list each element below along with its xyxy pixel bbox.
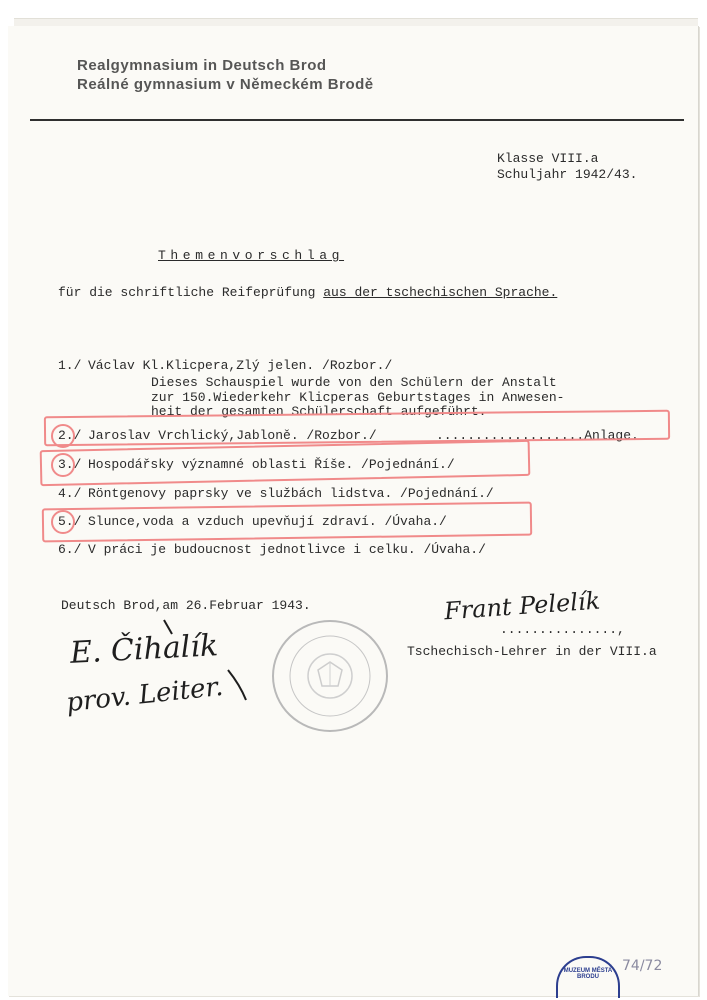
topic-number-6: 6./ [58,542,82,557]
document-subtitle [58,285,557,300]
school-seal [272,620,388,732]
subtitle-underlined: aus der tschechischen Sprache. [323,285,558,300]
letterhead-line-german: Realgymnasium in Deutsch Brod [77,57,327,74]
subtitle-prefix: für die schriftliche Reifeprüfung [58,285,324,300]
topic-text-4: Röntgenovy paprsky ve službách lidstva. /Pojednání./ [88,486,494,501]
letterhead-line-czech: Reálné gymnasium v Německém Brodě [77,76,374,93]
document-title: Themenvorschlag [158,248,345,263]
teacher-role: Tschechisch-Lehrer in der VIII.a [407,644,657,659]
topic-text-5: Slunce,voda a vzduch upevňují zdraví. /Úvaha./ [88,514,447,529]
director-signature: E. Čihalík [69,628,219,671]
topic-text-6: V práci je budoucnost jednotlivce i celku. /Úvaha./ [88,542,486,557]
red-highlight-box-topic-5 [42,502,532,543]
topic-number-4: 4./ [58,486,82,501]
topic-2-annex-note: ...................Anlage. [436,428,639,443]
red-circle-number-5 [51,510,75,534]
topic1-note-line-1: Dieses Schauspiel wurde von den Schülern der Anstalt [151,375,557,390]
place-and-date: Deutsch Brod,am 26.Februar 1943. [61,598,311,613]
topic1-note-line-2: zur 150.Wiederkehr Klicperas Geburtstages in Anwesen- [151,390,565,405]
signature-dots: ..............., [500,622,625,637]
topic-number-1: 1./ [58,358,82,373]
topic1-note-line-3: heit der gesamten Schülerschaft aufgeführt. [151,404,487,419]
topic-number-3: 3./ [58,457,82,472]
teacher-signature: Frant Pelelík [443,586,602,626]
red-circle-number-2 [51,424,75,448]
class-label: Klasse VIII.a [497,151,599,166]
director-title: prov. Leiter. [64,671,225,719]
museum-stamp-text: MUZEUM MĚSTA BRODU [563,968,613,980]
school-year-label: Schuljahr 1942/43. [497,167,638,182]
topic-text-2: Jaroslav Vrchlický,Jabloně. /Rozbor./ [88,428,377,443]
topic-number-2: 2./ [58,428,82,443]
letterhead-rule [30,119,684,121]
topic-number-5: 5./ [58,514,82,529]
topic-text-1: Václav Kl.Klicpera,Zlý jelen. /Rozbor./ [88,358,393,373]
seal-emblem-icon [274,622,386,730]
topic-text-3: Hospodářsky významné oblasti Říše. /Pojednání./ [88,457,455,472]
signature-flourish [60,610,250,720]
red-circle-number-3 [51,453,75,477]
archive-number: 74/72 [622,958,663,974]
